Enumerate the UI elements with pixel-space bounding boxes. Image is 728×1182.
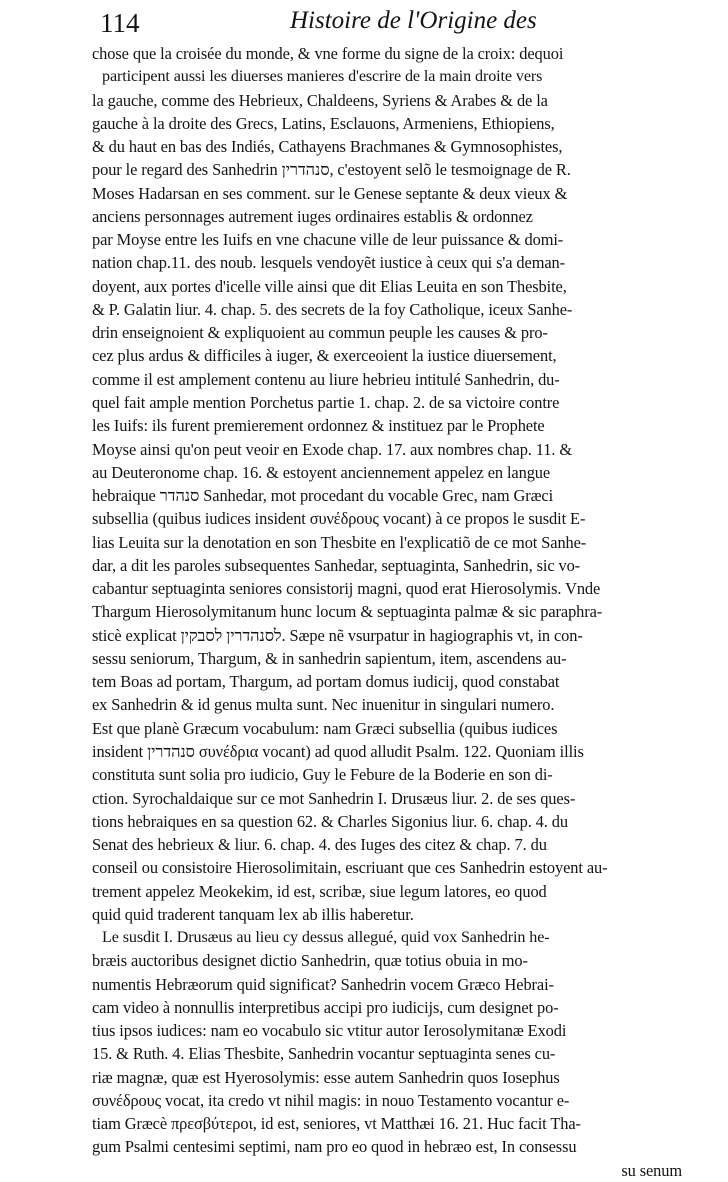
text-line: pour le regard des Sanhedrin סנהדרין, c'estoyent selõ le tesmoignage de R. xyxy=(92,160,571,180)
text-line: Le susdit I. Drusæus au lieu cy dessus allegué, quid vox Sanhedrin he- xyxy=(102,929,550,947)
text-line: cabantur septuaginta seniores consistorij magni, quod erat Hierosolymis. Vnde xyxy=(92,579,601,599)
text-line: dar, a dit les paroles subsequentes Sanhedar, septuaginta, Sanhedrin, sic vo- xyxy=(92,555,581,575)
text-line: quel fait ample mention Porchetus partie 1. chap. 2. de sa victoire contre xyxy=(92,392,560,412)
text-line: Moyse ainsi qu'on peut veoir en Exode chap. 17. aux nombres chap. 11. & xyxy=(92,439,573,459)
text-line: Senat des hebrieux & liur. 6. chap. 4. des Iuges des citez & chap. 7. du xyxy=(92,835,547,855)
text-line: tem Boas ad portam, Thargum, ad portam domus iudicij, quod constabat xyxy=(92,672,560,692)
text-line: hebraique סנהדר Sanhedar, mot procedant du vocable Grec, nam Græci xyxy=(92,486,554,506)
text-line: riæ magnæ, quæ est Hyerosolymis: esse autem Sanhedrin quos Iosephus xyxy=(92,1067,560,1087)
text-line: tiam Græcè πρεσβύτεροι, id est, seniores, vt Matthæi 16. 21. Huc facit Tha- xyxy=(92,1114,581,1134)
text-line: & P. Galatin liur. 4. chap. 5. des secrets de la foy Catholique, iceux Sanhe- xyxy=(92,299,573,319)
text-line: au Deuteronome chap. 16. & estoyent anciennement appelez en langue xyxy=(92,462,551,482)
text-line: lias Leuita sur la denotation en son Thesbite en l'explicatiõ de ce mot Sanhe- xyxy=(92,532,587,552)
text-line: cez plus ardus & difficiles à iuger, & exerceoient la iustice diuersement, xyxy=(92,346,557,366)
text-line: bræis auctoribus designet dictio Sanhedrin, quæ totius obuia in mo- xyxy=(92,951,528,971)
text-line: Thargum Hierosolymitanum hunc locum & septuaginta palmæ & sic paraphra- xyxy=(92,602,603,622)
text-line: la gauche, comme des Hebrieux, Chaldeens, Syriens & Arabes & de la xyxy=(92,90,548,110)
text-line: participent aussi les diuerses manieres d'escrire de la main droite vers xyxy=(102,68,543,86)
text-line: insident סנהדרין συνέδρια vocant) ad quod alludit Psalm. 122. Quoniam illis xyxy=(92,741,584,761)
text-line: chose que la croisée du monde, & vne forme du signe de la croix: dequoi xyxy=(92,44,564,63)
text-line: conseil ou consistoire Hierosolimitain, escriuant que ces Sanhedrin estoyent au- xyxy=(92,858,608,878)
text-line: trement appelez Meokekim, id est, scribæ, siue legum latores, eo quod xyxy=(92,881,547,901)
page-header xyxy=(100,2,660,42)
running-title: Histoire de l'Origine des xyxy=(290,7,537,34)
text-line: gum Psalmi centesimi septimi, nam pro eo quod in hebræo est, In consessu xyxy=(92,1137,577,1157)
text-line: les Iuifs: ils furent premierement ordonnez & instituez par le Prophete xyxy=(92,416,545,436)
text-line: tius ipsos iudices: nam eo vocabulo sic vtitur autor Ierosolymitanæ Exodi xyxy=(92,1021,567,1041)
text-line: drin enseignoient & expliquoient au commun peuple les causes & pro- xyxy=(92,323,548,343)
text-line: subsellia (quibus iudices insident συνέδρους vocant) à ce propos le susdit E- xyxy=(92,509,586,529)
text-line: cam video à nonnullis interpretibus accipi pro iudicijs, cum designet po- xyxy=(92,997,559,1017)
text-line: ex Sanhedrin & id genus multa sunt. Nec inuenitur in singulari numero. xyxy=(92,695,555,715)
text-line: quid quid traderent tanquam lex ab illis haberetur. xyxy=(92,904,414,924)
text-line: gauche à la droite des Grecs, Latins, Esclauons, Armeniens, Ethiopiens, xyxy=(92,113,555,133)
text-line: numentis Hebræorum quid significat? Sanhedrin vocem Græco Hebrai- xyxy=(92,974,554,994)
text-line: Moses Hadarsan en ses comment. sur le Genese septante & deux vieux & xyxy=(92,183,568,203)
text-line: nation chap.11. des noub. lesquels vendoyẽt iustice à ceux qui s'a deman- xyxy=(92,253,565,273)
text-line: doyent, aux portes d'icelle ville ainsi que dit Elias Leuita en son Thesbite, xyxy=(92,276,567,296)
text-line: Est que planè Græcum vocabulum: nam Græci subsellia (quibus iudices xyxy=(92,718,558,738)
text-line: sticè explicat לסנהדרין לסבקין. Sæpe nẽ vsurpatur in hagiographis vt, in con- xyxy=(92,625,583,645)
text-line: anciens personnages autrement iuges ordinaires establis & ordonnez xyxy=(92,206,533,226)
text-line: & du haut en bas des Indiés, Cathayens Brachmanes & Gymnosophistes, xyxy=(92,137,563,157)
text-line: 15. & Ruth. 4. Elias Thesbite, Sanhedrin vocantur septuaginta senes cu- xyxy=(92,1044,556,1064)
text-line: par Moyse entre les Iuifs en vne chacune ville de leur puissance & domi- xyxy=(92,230,564,250)
text-line: ction. Syrochaldaique sur ce mot Sanhedrin I. Drusæus liur. 2. de ses ques- xyxy=(92,788,576,808)
catchword: su senum xyxy=(621,1160,682,1180)
text-line: sessu seniorum, Thargum, & in sanhedrin sapientum, item, ascendens au- xyxy=(92,648,567,668)
text-line: tions hebraiques en sa question 62. & Charles Sigonius liur. 6. chap. 4. du xyxy=(92,811,568,831)
body-text xyxy=(92,42,682,1182)
text-line: constituta sunt solia pro iudicio, Guy le Febure de la Boderie en son di- xyxy=(92,765,553,785)
text-line: συνέδρους vocat, ita credo vt nihil magis: in nouo Testamento vocantur e- xyxy=(92,1090,570,1110)
page-number: 114 xyxy=(100,8,140,38)
text-line: comme il est amplement contenu au liure hebrieu intitulé Sanhedrin, du- xyxy=(92,369,560,389)
